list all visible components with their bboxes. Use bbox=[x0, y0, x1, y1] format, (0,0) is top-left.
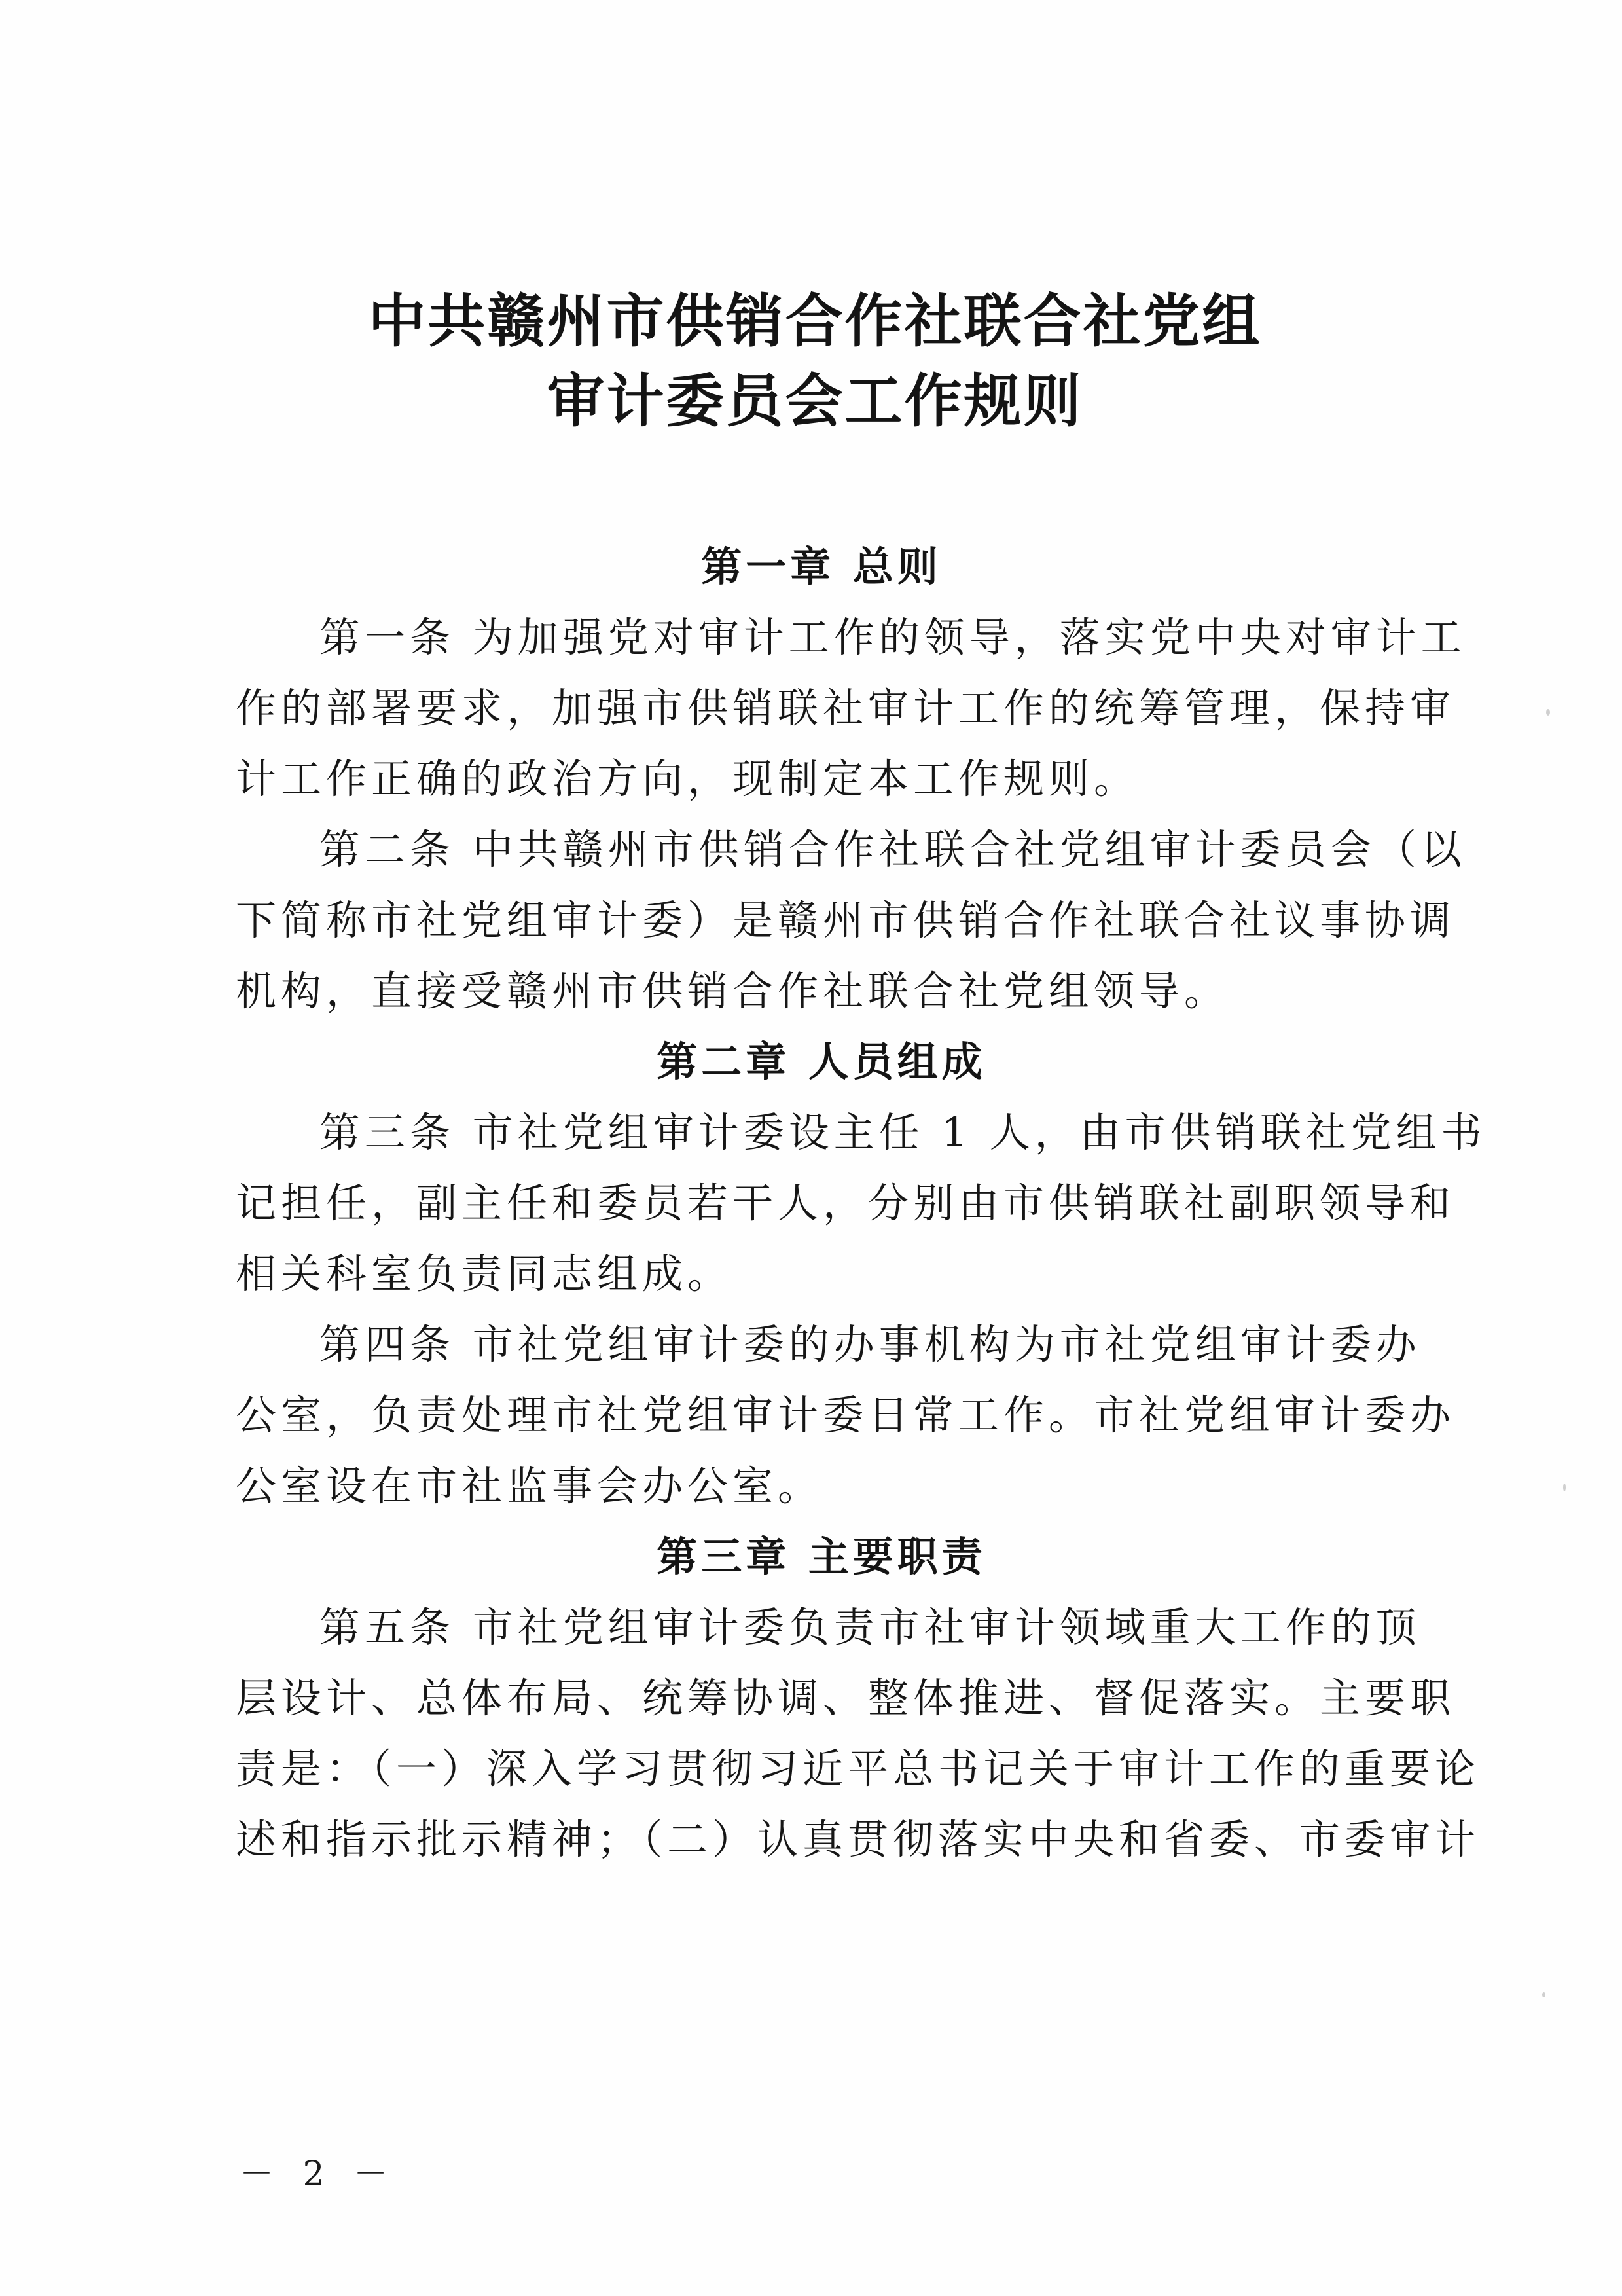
article-line: 述和指示批示精神；（二）认真贯彻落实中央和省委、市委审计 bbox=[236, 1815, 1481, 1863]
page-number: － 2 － bbox=[240, 2155, 397, 2194]
article-line: 下简称市社党组审计委）是赣州市供销合作社联合社议事协调 bbox=[236, 896, 1456, 944]
scan-speck bbox=[1546, 709, 1550, 716]
scan-speck bbox=[1563, 1484, 1566, 1491]
article-line: 第四条 市社党组审计委的办事机构为市社党组审计委办 bbox=[319, 1321, 1421, 1368]
article-line: 公室设在市社监事会办公室。 bbox=[236, 1462, 823, 1510]
article-line: 责是：（一）深入学习贯彻习近平总书记关于审计工作的重要论 bbox=[236, 1745, 1481, 1793]
article-4 bbox=[236, 1309, 1456, 1522]
article-line: 相关科室负责同志组成。 bbox=[236, 1250, 733, 1298]
article-1 bbox=[236, 602, 1466, 814]
article-line: 第五条 市社党组审计委负责市社审计领域重大工作的顶 bbox=[319, 1603, 1421, 1651]
chapter-heading-3: 第三章 主要职责 bbox=[657, 1533, 986, 1580]
article-5 bbox=[236, 1592, 1481, 1875]
scan-speck bbox=[1542, 1992, 1545, 1997]
article-line: 作的部署要求，加强市供销联社审计工作的统筹管理，保持审 bbox=[236, 684, 1456, 732]
article-line: 层设计、总体布局、统筹协调、整体推进、督促落实。主要职 bbox=[236, 1674, 1456, 1722]
article-3 bbox=[236, 1097, 1487, 1309]
article-line: 第二条 中共赣州市供销合作社联合社党组审计委员会（以 bbox=[319, 826, 1466, 873]
document-body bbox=[236, 532, 1487, 1875]
chapter-heading-1: 第一章 总则 bbox=[701, 543, 942, 591]
article-line: 第一条 为加强党对审计工作的领导，落实党中央对审计工 bbox=[319, 613, 1466, 661]
article-line: 计工作正确的政治方向，现制定本工作规则。 bbox=[236, 755, 1140, 803]
article-line: 公室，负责处理市社党组审计委日常工作。市社党组审计委办 bbox=[236, 1391, 1456, 1439]
article-line: 机构，直接受赣州市供销合作社联合社党组领导。 bbox=[236, 967, 1230, 1015]
chapter-heading-2: 第二章 人员组成 bbox=[657, 1038, 986, 1085]
article-2 bbox=[236, 814, 1466, 1027]
title-line-1: 中共赣州市供销合作社联合社党组 bbox=[368, 287, 1262, 355]
document-title bbox=[236, 282, 1394, 441]
article-line: 记担任，副主任和委员若干人，分别由市供销联社副职领导和 bbox=[236, 1179, 1456, 1227]
title-line-2: 审计委员会工作规则 bbox=[547, 367, 1083, 435]
article-line: 第三条 市社党组审计委设主任 1 人，由市供销联社党组书 bbox=[319, 1108, 1487, 1156]
